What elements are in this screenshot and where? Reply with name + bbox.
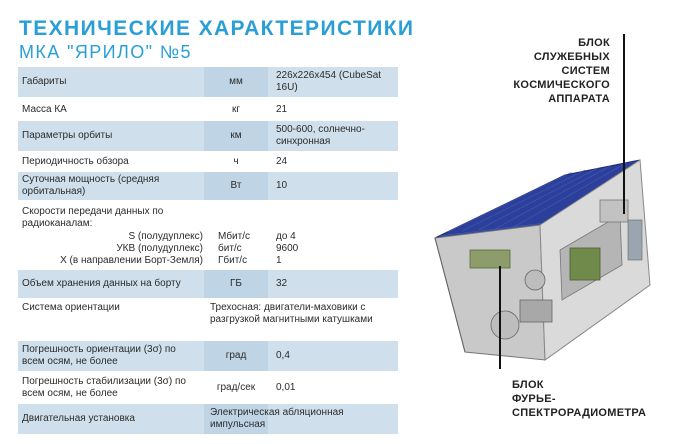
- param-value: 500-600, солнечно-синхронная: [276, 124, 365, 147]
- rate-value: 9600: [276, 243, 299, 254]
- label-line: СПЕКТРОРАДИОМЕТРА: [512, 407, 647, 419]
- label-line: АППАРАТА: [548, 93, 610, 105]
- data-rates-heading: Скорости передачи данных по радиоканалам:: [22, 206, 164, 229]
- label-line: ФУРЬЕ-: [512, 393, 556, 405]
- param-unit: Вт: [204, 172, 268, 200]
- rate-band: X (в направлении Борт-Земля): [60, 255, 203, 266]
- rate-unit: бит/с: [218, 243, 242, 254]
- param-unit: ч: [233, 156, 239, 167]
- param-name: Объем хранения данных на борту: [22, 278, 181, 289]
- service-block-pointer: [623, 34, 625, 214]
- service-block-label: [513, 36, 610, 106]
- param-value: 21: [276, 104, 288, 115]
- spectro-block-pointer: [499, 266, 501, 369]
- table-row: [18, 101, 398, 119]
- rate-value: до 4: [276, 231, 296, 242]
- table-row: [18, 172, 398, 200]
- page-title: ТЕХНИЧЕСКИЕ ХАРАКТЕРИСТИКИ: [19, 17, 415, 40]
- param-name: Погрешность стабилизации (3σ) по всем осям, не более: [22, 376, 186, 399]
- param-unit: км: [204, 121, 268, 151]
- rate-band: S (полудуплекс): [128, 231, 203, 242]
- rate-unit: Гбит/с: [218, 255, 248, 266]
- table-row: [18, 374, 398, 402]
- rate-band: УКВ (полудуплекс): [116, 243, 203, 254]
- label-line: БЛОК: [512, 379, 544, 391]
- table-row: [18, 341, 398, 371]
- table-row: [18, 404, 398, 434]
- param-name: Суточная мощность (средняя орбитальная): [22, 174, 160, 197]
- table-row: [18, 302, 398, 338]
- param-name: Двигательная установка: [22, 413, 135, 424]
- label-line: СИСТЕМ: [561, 65, 610, 77]
- label-line: КОСМИЧЕСКОГО: [513, 79, 610, 91]
- table-row: [18, 121, 398, 151]
- table-row: [18, 153, 398, 171]
- label-line: БЛОК: [578, 37, 610, 49]
- table-row: [18, 67, 398, 97]
- param-value: 10: [276, 180, 288, 191]
- label-line: СЛУЖЕБНЫХ: [533, 51, 610, 63]
- param-unit: кг: [231, 104, 241, 115]
- param-name: Масса КА: [22, 104, 67, 115]
- param-value: Трехосная: двигатели-маховики с разгрузкой магнитными катушками: [210, 302, 373, 325]
- param-name: Параметры орбиты: [22, 130, 113, 141]
- param-unit: мм: [204, 67, 268, 97]
- rate-value: 1: [276, 255, 282, 266]
- table-row: [18, 270, 398, 298]
- param-value: 226x226x454 (CubeSat 16U): [276, 70, 382, 93]
- page-subtitle: МКА "ЯРИЛО" №5: [19, 42, 192, 62]
- param-name: Габариты: [22, 76, 67, 87]
- spectro-block-label: [512, 378, 646, 420]
- param-value: Электрическая абляционная импульсная: [210, 407, 344, 430]
- param-name: Периодичность обзора: [22, 156, 129, 167]
- param-unit: ГБ: [204, 270, 268, 298]
- rate-unit: Мбит/с: [218, 231, 251, 242]
- param-unit: град/сек: [216, 382, 256, 393]
- param-name: Система ориентации: [22, 302, 120, 313]
- param-unit: град: [204, 341, 268, 371]
- param-value: 0,4: [276, 350, 290, 361]
- param-value: 24: [276, 156, 288, 167]
- data-rates-block: [18, 205, 398, 269]
- param-value: 0,01: [276, 382, 296, 393]
- param-value: 32: [276, 278, 288, 289]
- param-name: Погрешность ориентации (3σ) по всем осям, не более: [22, 344, 176, 367]
